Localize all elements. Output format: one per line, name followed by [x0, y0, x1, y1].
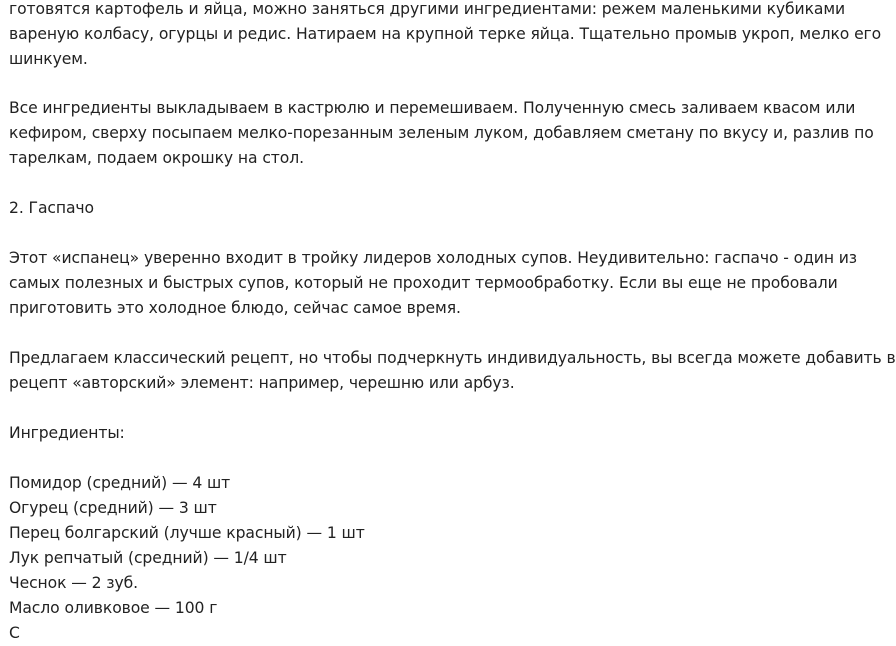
text-line: кефиром, сверху посыпаем мелко-порезанным зеленым луком, добавляем сметану по вкусу и, разлив по — [9, 124, 874, 142]
text-line: Этот «испанец» уверенно входит в тройку лидеров холодных супов. Неудивительно: гаспачо - один из — [9, 249, 857, 267]
ingredient-item: С — [9, 624, 20, 642]
section-heading-text: 2. Гаспачо — [9, 199, 94, 217]
text-line: шинкуем. — [9, 50, 88, 68]
ingredient-item: Лук репчатый (средний) — 1/4 шт — [9, 549, 287, 567]
ingredient-item: Огурец (средний) — 3 шт — [9, 499, 217, 517]
text-line: рецепт «авторский» элемент: например, черешню или арбуз. — [9, 374, 515, 392]
text-line: готовятся картофель и яйца, можно заняться другими ингредиентами: режем маленькими кубиками — [9, 0, 846, 18]
ingredients-list — [9, 471, 858, 646]
ingredient-item: Помидор (средний) — 4 шт — [9, 474, 231, 492]
section-heading-gazpacho — [9, 196, 858, 221]
text-line: самых полезных и быстрых супов, который не проходит термообработку. Если вы еще не пробовали — [9, 274, 838, 292]
text-line: Все ингредиенты выкладываем в кастрюлю и перемешиваем. Полученную смесь заливаем квасом или — [9, 99, 856, 117]
paragraph-okroshka-steps — [9, 0, 882, 72]
ingredients-label-text: Ингредиенты: — [9, 424, 125, 442]
text-line: тарелкам, подаем окрошку на стол. — [9, 149, 304, 167]
ingredient-item: Чеснок — 2 зуб. — [9, 574, 138, 592]
paragraph-gazpacho-intro — [9, 246, 858, 321]
text-line: приготовить это холодное блюдо, сейчас самое время. — [9, 299, 461, 317]
text-line: вареную колбасу, огурцы и редис. Натираем на крупной терке яйца. Тщательно промыв укроп, мелко его — [9, 25, 882, 43]
text-line: Предлагаем классический рецепт, но чтобы подчеркнуть индивидуальность, вы всегда можете добавить в — [9, 349, 896, 367]
paragraph-gazpacho-recipe-note — [9, 346, 896, 396]
paragraph-okroshka-serving — [9, 96, 874, 171]
ingredient-item: Перец болгарский (лучше красный) — 1 шт — [9, 524, 365, 542]
ingredient-item: Масло оливковое — 100 г — [9, 599, 218, 617]
ingredients-label — [9, 421, 858, 446]
